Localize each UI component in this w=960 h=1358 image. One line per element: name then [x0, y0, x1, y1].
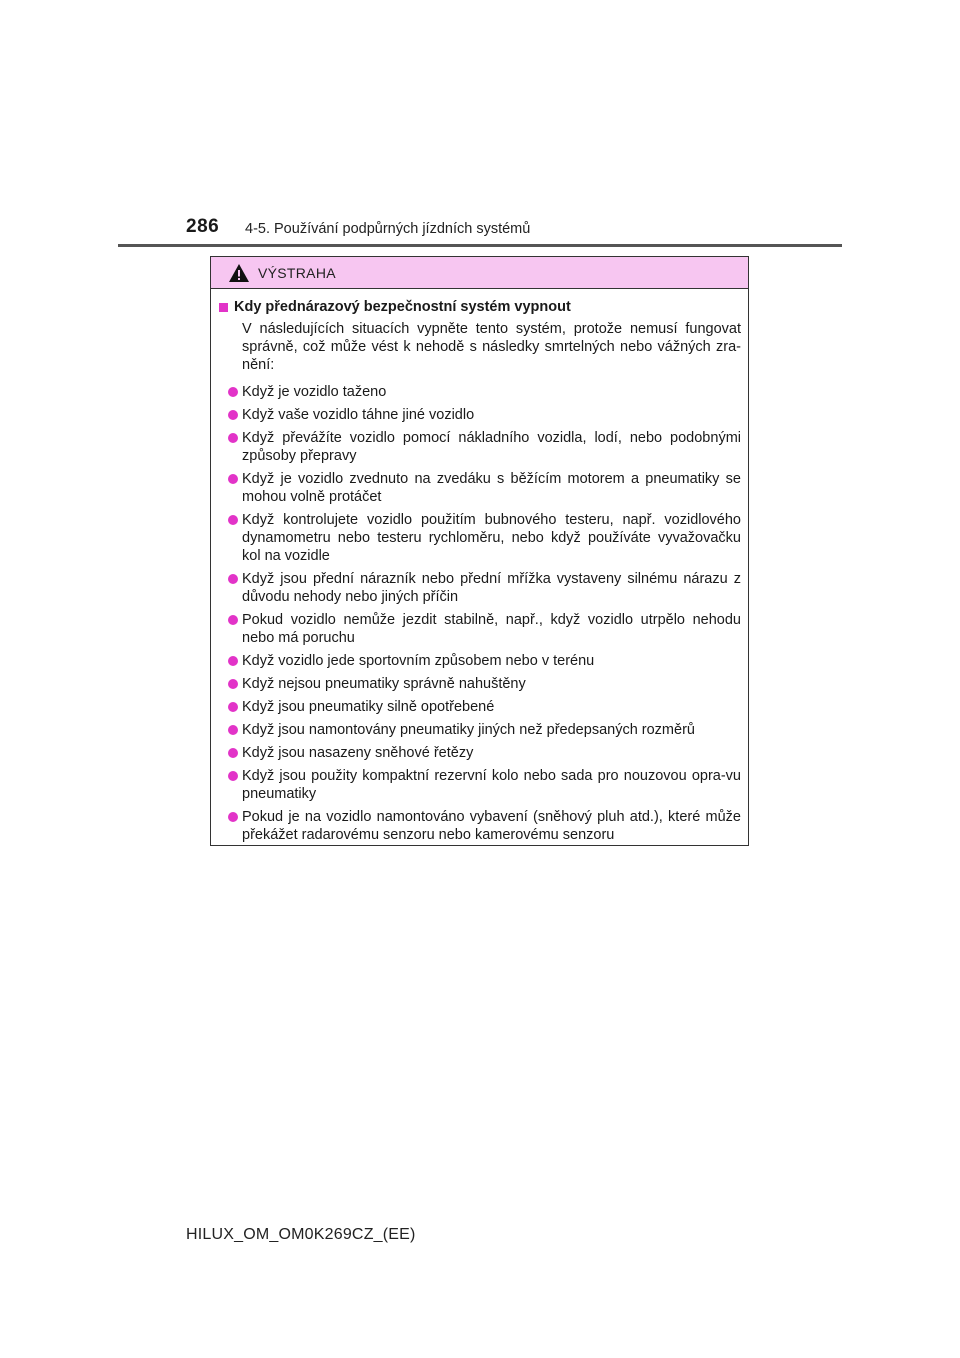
- list-item-text: Když kontrolujete vozidlo použitím bubnového testeru, např. vozidlového dynamometru nebo testeru rychloměru, nebo když používáte vyvažovačku kol na vozidle: [242, 512, 741, 564]
- list-item: [218, 675, 741, 693]
- list-item-text: Když je vozidlo taženo: [242, 384, 387, 400]
- warning-triangle-icon: [228, 263, 250, 283]
- list-item-text: Když vozidlo jede sportovním způsobem nebo v terénu: [242, 653, 595, 669]
- round-bullet-icon: [228, 725, 238, 735]
- round-bullet-icon: [228, 387, 238, 397]
- header-rule: [118, 244, 842, 247]
- round-bullet-icon: [228, 748, 238, 758]
- list-item: [218, 744, 741, 762]
- list-item-text: Když vaše vozidlo táhne jiné vozidlo: [242, 407, 475, 423]
- round-bullet-icon: [228, 515, 238, 525]
- list-item: [218, 383, 741, 401]
- list-item-text: Když jsou použity kompaktní rezervní kolo nebo sada pro nouzovou opra-vu pneumatiky: [242, 768, 741, 802]
- footer-code: HILUX_OM_OM0K269CZ_(EE): [186, 1226, 416, 1243]
- list-item: [218, 611, 741, 647]
- list-item-text: Když převážíte vozidlo pomocí nákladního vozidla, lodí, nebo podobnými způsoby přepravy: [242, 430, 741, 464]
- list-item-text: Když nejsou pneumatiky správně nahuštěny: [242, 676, 526, 692]
- list-item: [218, 570, 741, 606]
- list-item: [218, 721, 741, 739]
- round-bullet-icon: [228, 615, 238, 625]
- list-item: [218, 652, 741, 670]
- page-number: 286: [186, 216, 220, 237]
- warning-title: VÝSTRAHA: [258, 264, 336, 281]
- list-item: [218, 767, 741, 803]
- round-bullet-icon: [228, 812, 238, 822]
- list-item: [218, 511, 741, 565]
- round-bullet-icon: [228, 474, 238, 484]
- warning-list: [218, 383, 741, 844]
- round-bullet-icon: [228, 679, 238, 689]
- list-item: [218, 698, 741, 716]
- list-item: [218, 406, 741, 424]
- list-item-text: Když je vozidlo zvednuto na zvedáku s běžícím motorem a pneumatiky se mohou volně protáčet: [242, 471, 741, 505]
- list-item-text: Pokud vozidlo nemůže jezdit stabilně, např., když vozidlo utrpělo nehodu nebo má poruchu: [242, 612, 741, 646]
- warning-header: [211, 257, 748, 289]
- list-item-text: Když jsou přední nárazník nebo přední mřížka vystaveny silnému nárazu z důvodu nehody nebo jiných příčin: [242, 571, 741, 605]
- list-item-text: Když jsou namontovány pneumatiky jiných než předepsaných rozměrů: [242, 722, 695, 738]
- list-item-text: Když jsou pneumatiky silně opotřebené: [242, 699, 495, 715]
- warning-intro: V následujících situacích vypněte tento systém, protože nemusí fungovat správně, což může vést k nehodě s následky smrtelných nebo vážných zra-nění:: [242, 321, 741, 373]
- warning-body: [211, 289, 748, 844]
- list-item-text: Když jsou nasazeny sněhové řetězy: [242, 745, 474, 761]
- round-bullet-icon: [228, 656, 238, 666]
- list-item: [218, 808, 741, 844]
- round-bullet-icon: [228, 433, 238, 443]
- round-bullet-icon: [228, 702, 238, 712]
- round-bullet-icon: [228, 771, 238, 781]
- list-item: [218, 429, 741, 465]
- section-title: 4-5. Používání podpůrných jízdních systémů: [245, 221, 531, 237]
- list-item: [218, 470, 741, 506]
- warning-subheading: [218, 299, 741, 315]
- subheading-text: Kdy přednárazový bezpečnostní systém vypnout: [234, 299, 571, 315]
- warning-box: [210, 256, 749, 846]
- round-bullet-icon: [228, 574, 238, 584]
- square-bullet-icon: [219, 303, 228, 312]
- round-bullet-icon: [228, 410, 238, 420]
- list-item-text: Pokud je na vozidlo namontováno vybavení (sněhový pluh atd.), které může překážet radarovému senzoru nebo kamerovému senzoru: [242, 809, 741, 843]
